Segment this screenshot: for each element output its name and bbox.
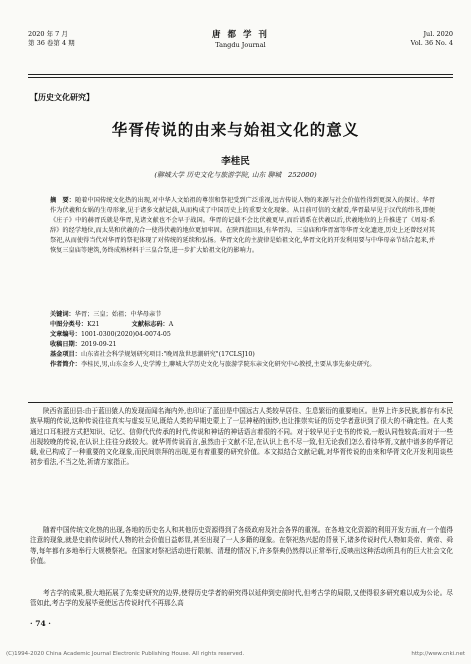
article-number: 1001-0300(2020)04-0074-05	[80, 331, 171, 338]
body-paragraph-1: 陕西省蓝田县:由于蓝田猿人的发现而闻名海内外,也印证了蓝田是中国远古人类较早居住、生息繁衍的重要地区。世界上许多民族,都存有本民族早期的传说,这种传说往往真实与虚妄互见,既给人类的早期史蒙上了一层神秘的面纱,也让推崇实证的历史学者意识到了很大的不确定性。在人类通过口耳相授方式把知识、记忆、信仰代代传承的时代,传说和神话的神话语言着很的不同。对于较早见于史书的传说,一般认同性较高;而对于一些出现较晚的传说,在认识上往往分歧较大。就华胥传说而言,虽然由于文献不足,在认识上也不尽一致,但无论我们怎么看待华胥,文献中谱多的华胥记载,业已构成了一种重要的文化现象,而民间崇拜的出现,更有着重要的研究价值。本文拟结合文献记载,对华胥传说的由来和华胥文化开发利用谈些初步看法,不当之处,祈请方家指正。	[30, 407, 453, 467]
received-date: 2019-09-21	[80, 341, 117, 348]
issue-date: 2020 年 7 月	[28, 30, 68, 38]
article-number-row: 文章编号：1001-0300(2020)04-0074-05	[50, 331, 171, 338]
header-rule-thin	[28, 77, 453, 78]
fund-project: 山东省社会科学规划研究项目:"晚周敌世思潮研究"(17CLSJ10)	[80, 351, 255, 358]
header-rule-thick	[28, 74, 453, 75]
classification-row: 中图分类号：K21 文献标志码：A	[50, 321, 174, 328]
issue-date-en: Jul. 2020	[423, 30, 453, 38]
copyright-footer	[6, 651, 465, 657]
body-paragraph-3: 考古学的成果,极大地拓展了先秦史研究的边界,使得历史学者的研究得以延伸到史前时代,但考古学的局限,又使得很多研究难以成为公论。尽管如此,考古学的发展毕竟使远古传说时代不再那么高	[30, 589, 453, 608]
keywords: 华胥；三皇；始祖；中华母亲节	[74, 311, 162, 318]
journal-name-block	[28, 30, 453, 50]
cnki-link[interactable]: http://www.cnki.net	[411, 651, 465, 657]
clc-number: K21	[87, 321, 100, 328]
keywords-row: 关键词：华胥；三皇；始祖；中华母亲节	[50, 311, 162, 318]
author-bio-row: 作者简介：李桂民,男,山东金乡人,史学博士,聊城大学历史文化与旅游学院东亲文化研究中心教授,主要从事先秦史研究。	[50, 361, 376, 368]
author-affiliation: (聊城大学 历史文化与旅游学院, 山东 聊城 252000)	[154, 171, 317, 179]
author-bio: 李桂民,男,山东金乡人,史学博士,聊城大学历史文化与旅游学院东亲文化研究中心教授,主要从事先秦史研究。	[80, 361, 376, 368]
body-paragraph-2: 随着中国传统文化热的出现,各地的历史名人和其他历史资源得到了各级政府及社会各界的重视。在各地文化资源的利用开发方面,有一个值得注意的现象,就是史前传说时代人物的社会价值日益彰显,甚至出现了一人多籍的现象。在祭祀热兴起的背景下,诸多传说时代人物如炎帝、黄帝、舜等,每年都有多地举行大规模祭祀。在国家对祭祀活动进行限制、清理的情况下,许多祭典仍然得以正常举行,反映出这种活动所具有的巨大社会文化价值。	[30, 526, 453, 565]
volume-issue-en: Vol. 36 No. 4	[410, 39, 453, 47]
journal-name-en: Tangdu Journal	[215, 41, 266, 49]
abstract-label: 摘 要：	[50, 197, 75, 204]
journal-header	[28, 30, 453, 74]
journal-name-cn: 唐 都 学 刊	[212, 30, 269, 40]
abstract-text: 随着中国传统文化热的出现,对中华人文始祖的尊崇和祭祀受到广泛重视,远古传说人物的来源与社会价值性得到更深入的探讨。华胥作为伏羲和女娲的生母形象,见于诸多文献记载,从而构成了中国历史上的重要文化现象。从目前可信的文献看,华胥最早见于汉代的纬书,即便《庄子》中的赫胥氏就是华胥,见诸文献也不会早于战国。华胥的记载不会比伏羲更早,而后谱系在伏羲以后,伏羲地位的上升推进了《周易·系辞》的经学地位,而太昊和伏羲的合一使得伏羲的地位更加牢固。在陕西蓝田县,有华胥沟、三皇庙和华胥富等华胥文化遗迹,历史上还曾经对其祭祀,从而使得当代对华胥的祭祀体现了对传统的延续和弘扬。华胥文化的主旋律是始祖文化,华胥文化的开发利用要与中华母亲节结合起来,并恢复三皇庙等建筑,务终成熟材料于三皇合祭,进一步扩大始祖文化的影响力。	[50, 197, 435, 255]
article-title: 华胥传说的由来与始祖文化的意义	[111, 120, 360, 139]
issue-date-en-block	[411, 30, 453, 48]
author-name: 李桂民	[221, 156, 250, 167]
document-code: A	[168, 321, 174, 328]
volume-issue: 第 36 卷第 4 期	[28, 39, 75, 47]
article-metadata	[50, 310, 441, 370]
copyright-text: (C)1994-2020 China Academic Journal Electronic Publishing House. All rights reserved.	[6, 651, 245, 657]
abstract-separator	[28, 402, 453, 403]
abstract	[50, 196, 435, 257]
fund-row: 基金项目：山东省社会科学规划研究项目:"晚周敌世思潮研究"(17CLSJ10)	[50, 351, 255, 358]
page-number: · 74 ·	[30, 619, 51, 628]
column-label: 【历史文化研究】	[30, 93, 94, 102]
received-date-row: 收稿日期：2019-09-21	[50, 341, 117, 348]
